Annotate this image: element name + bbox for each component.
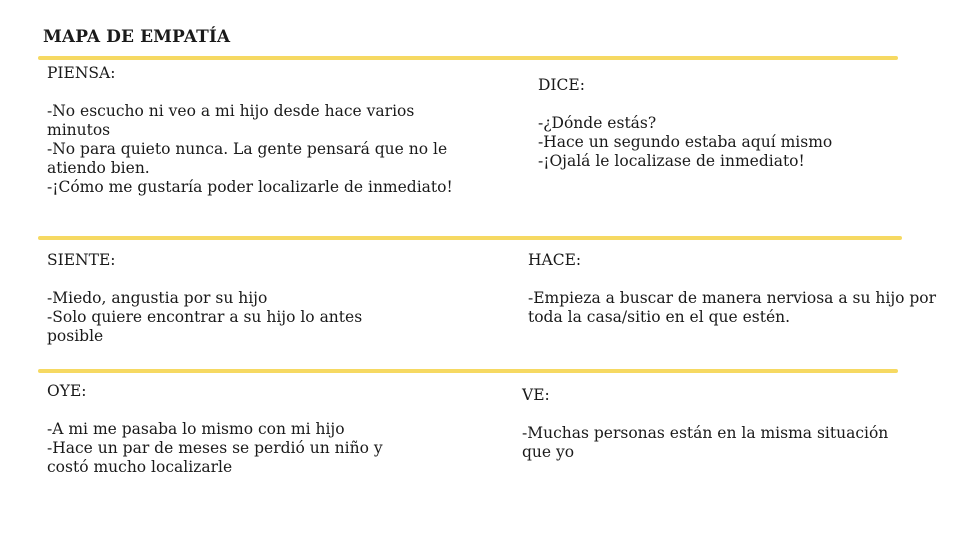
section-line: -¡Cómo me gustaría poder localizarle de inmediato! xyxy=(47,178,453,196)
section-line: -Muchas personas están en la misma situación que yo xyxy=(522,424,889,461)
section-lines xyxy=(47,289,397,346)
section-heading: PIENSA: xyxy=(47,64,116,82)
page-title: MAPA DE EMPATÍA xyxy=(43,27,231,47)
section-oye xyxy=(47,382,397,477)
section-line: -No para quieto nunca. La gente pensará que no le atiendo bien. xyxy=(47,140,448,177)
divider-bottom xyxy=(38,369,898,373)
section-line: -¡Ojalá le localizase de inmediato! xyxy=(538,152,805,170)
section-heading: HACE: xyxy=(528,251,582,269)
section-line: -Miedo, angustia por su hijo xyxy=(47,289,268,307)
section-dice xyxy=(538,76,918,171)
section-lines xyxy=(522,424,912,462)
divider-top xyxy=(38,56,898,60)
section-ve xyxy=(522,386,912,462)
section-line: -Hace un par de meses se perdió un niño y costó mucho localizarle xyxy=(47,439,383,476)
section-heading: SIENTE: xyxy=(47,251,116,269)
section-lines xyxy=(528,289,938,327)
section-lines xyxy=(47,102,467,197)
section-siente xyxy=(47,251,397,346)
section-line: -Empieza a buscar de manera nerviosa a su hijo por toda la casa/sitio en el que estén. xyxy=(528,289,937,326)
section-hace xyxy=(528,251,938,327)
section-line: -Solo quiere encontrar a su hijo lo antes posible xyxy=(47,308,363,345)
section-line: -¿Dónde estás? xyxy=(538,114,657,132)
section-line: -No escucho ni veo a mi hijo desde hace varios minutos xyxy=(47,102,415,139)
section-heading: DICE: xyxy=(538,76,585,94)
section-heading: OYE: xyxy=(47,382,87,400)
section-piensa xyxy=(47,64,467,197)
section-line: -Hace un segundo estaba aquí mismo xyxy=(538,133,833,151)
section-heading: VE: xyxy=(522,386,550,404)
divider-middle xyxy=(38,236,902,240)
section-line: -A mi me pasaba lo mismo con mi hijo xyxy=(47,420,345,438)
section-lines xyxy=(47,420,397,477)
section-lines xyxy=(538,114,918,171)
